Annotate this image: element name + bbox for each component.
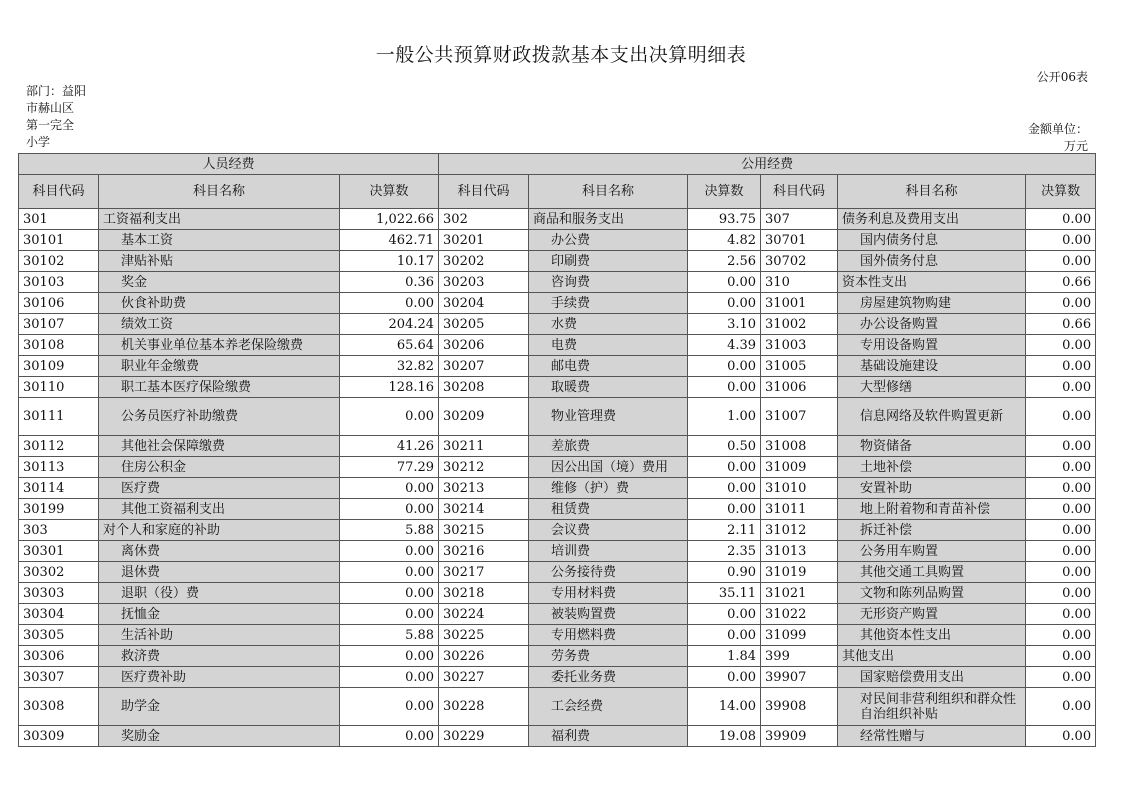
subject-code-cell: 30114 <box>19 478 99 499</box>
subject-name-cell: 医疗费补助 <box>99 667 340 688</box>
column-header: 科目名称 <box>838 175 1026 209</box>
subject-code-cell: 399 <box>761 646 838 667</box>
subject-code-cell: 30227 <box>439 667 529 688</box>
table-row <box>19 646 1096 667</box>
amount-cell: 93.75 <box>688 209 761 230</box>
table-row <box>19 583 1096 604</box>
amount-cell: 0.00 <box>688 356 761 377</box>
subject-name-cell: 维修（护）费 <box>529 478 688 499</box>
amount-cell: 0.00 <box>688 478 761 499</box>
subject-code-cell: 30304 <box>19 604 99 625</box>
subject-name-cell: 其他支出 <box>838 646 1026 667</box>
subject-code-cell: 30202 <box>439 251 529 272</box>
table-row <box>19 726 1096 747</box>
amount-cell: 19.08 <box>688 726 761 747</box>
unit-line: 万元 <box>1063 139 1088 153</box>
subject-name-cell: 对民间非营利组织和群众性自治组织补贴 <box>838 688 1026 726</box>
subject-name-cell: 资本性支出 <box>838 272 1026 293</box>
amount-cell: 0.00 <box>340 646 439 667</box>
amount-cell: 0.50 <box>688 436 761 457</box>
amount-cell: 0.00 <box>340 499 439 520</box>
subject-name-cell: 办公费 <box>529 230 688 251</box>
subject-code-cell: 30212 <box>439 457 529 478</box>
subject-code-cell: 307 <box>761 209 838 230</box>
amount-cell: 35.11 <box>688 583 761 604</box>
subject-code-cell: 30208 <box>439 377 529 398</box>
subject-name-cell: 津贴补贴 <box>99 251 340 272</box>
amount-cell: 0.00 <box>688 667 761 688</box>
amount-cell: 0.00 <box>1026 499 1096 520</box>
amount-cell: 462.71 <box>340 230 439 251</box>
subject-name-cell: 差旅费 <box>529 436 688 457</box>
amount-cell: 0.00 <box>340 398 439 436</box>
subject-name-cell: 救济费 <box>99 646 340 667</box>
subject-name-cell: 无形资产购置 <box>838 604 1026 625</box>
amount-cell: 0.00 <box>1026 726 1096 747</box>
subject-code-cell: 30217 <box>439 562 529 583</box>
subject-name-cell: 奖励金 <box>99 726 340 747</box>
department-line: 小学 <box>26 135 51 149</box>
table-row <box>19 541 1096 562</box>
column-header: 科目代码 <box>439 175 529 209</box>
subject-code-cell: 31007 <box>761 398 838 436</box>
subject-name-cell: 其他社会保障缴费 <box>99 436 340 457</box>
subject-code-cell: 31008 <box>761 436 838 457</box>
subject-name-cell: 退休费 <box>99 562 340 583</box>
amount-cell: 1.84 <box>688 646 761 667</box>
subject-code-cell: 30204 <box>439 293 529 314</box>
table-row <box>19 604 1096 625</box>
unit-line: 金额单位： <box>1027 122 1088 136</box>
subject-code-cell: 30102 <box>19 251 99 272</box>
subject-name-cell: 办公设备购置 <box>838 314 1026 335</box>
table-row <box>19 499 1096 520</box>
subject-name-cell: 会议费 <box>529 520 688 541</box>
subject-code-cell: 30207 <box>439 356 529 377</box>
subject-name-cell: 抚恤金 <box>99 604 340 625</box>
subject-code-cell: 30303 <box>19 583 99 604</box>
subject-code-cell: 31013 <box>761 541 838 562</box>
amount-cell: 0.90 <box>688 562 761 583</box>
table-row <box>19 625 1096 646</box>
subject-code-cell: 30301 <box>19 541 99 562</box>
subject-name-cell: 职业年金缴费 <box>99 356 340 377</box>
subject-code-cell: 31010 <box>761 478 838 499</box>
subject-code-cell: 30702 <box>761 251 838 272</box>
subject-name-cell: 机关事业单位基本养老保险缴费 <box>99 335 340 356</box>
subject-code-cell: 31009 <box>761 457 838 478</box>
amount-cell: 0.00 <box>688 499 761 520</box>
amount-cell: 204.24 <box>340 314 439 335</box>
group-header-personnel: 人员经费 <box>19 154 439 175</box>
amount-cell: 0.00 <box>688 625 761 646</box>
amount-cell: 0.00 <box>1026 667 1096 688</box>
subject-code-cell: 302 <box>439 209 529 230</box>
amount-cell: 0.00 <box>688 457 761 478</box>
subject-code-cell: 30101 <box>19 230 99 251</box>
column-header: 科目名称 <box>99 175 340 209</box>
amount-cell: 0.00 <box>1026 688 1096 726</box>
subject-name-cell: 培训费 <box>529 541 688 562</box>
table-row <box>19 209 1096 230</box>
subject-code-cell: 30215 <box>439 520 529 541</box>
expenditure-table <box>18 153 1096 747</box>
subject-name-cell: 国家赔偿费用支出 <box>838 667 1026 688</box>
table-row <box>19 688 1096 726</box>
subject-code-cell: 30216 <box>439 541 529 562</box>
subject-code-cell: 30306 <box>19 646 99 667</box>
amount-cell: 0.66 <box>1026 272 1096 293</box>
amount-cell: 5.88 <box>340 520 439 541</box>
subject-name-cell: 其他资本性支出 <box>838 625 1026 646</box>
amount-cell: 2.35 <box>688 541 761 562</box>
subject-name-cell: 助学金 <box>99 688 340 726</box>
subject-name-cell: 印刷费 <box>529 251 688 272</box>
table-row <box>19 230 1096 251</box>
subject-code-cell: 30205 <box>439 314 529 335</box>
amount-cell: 32.82 <box>340 356 439 377</box>
table-row <box>19 356 1096 377</box>
subject-code-cell: 30108 <box>19 335 99 356</box>
subject-name-cell: 取暖费 <box>529 377 688 398</box>
amount-cell: 2.11 <box>688 520 761 541</box>
subject-name-cell: 其他工资福利支出 <box>99 499 340 520</box>
subject-name-cell: 物资储备 <box>838 436 1026 457</box>
subject-code-cell: 30305 <box>19 625 99 646</box>
subject-name-cell: 安置补助 <box>838 478 1026 499</box>
amount-cell: 0.00 <box>688 293 761 314</box>
subject-code-cell: 30701 <box>761 230 838 251</box>
subject-code-cell: 30203 <box>439 272 529 293</box>
subject-code-cell: 30229 <box>439 726 529 747</box>
subject-name-cell: 专用燃料费 <box>529 625 688 646</box>
column-header: 科目代码 <box>19 175 99 209</box>
subject-name-cell: 工会经费 <box>529 688 688 726</box>
subject-code-cell: 31019 <box>761 562 838 583</box>
subject-code-cell: 30107 <box>19 314 99 335</box>
column-header: 决算数 <box>688 175 761 209</box>
subject-code-cell: 31002 <box>761 314 838 335</box>
table-row <box>19 562 1096 583</box>
column-header: 科目代码 <box>761 175 838 209</box>
amount-cell: 0.00 <box>1026 541 1096 562</box>
subject-name-cell: 商品和服务支出 <box>529 209 688 230</box>
subject-name-cell: 住房公积金 <box>99 457 340 478</box>
table-row <box>19 398 1096 436</box>
subject-code-cell: 30103 <box>19 272 99 293</box>
subject-code-cell: 39907 <box>761 667 838 688</box>
subject-name-cell: 福利费 <box>529 726 688 747</box>
subject-name-cell: 绩效工资 <box>99 314 340 335</box>
subject-name-cell: 债务利息及费用支出 <box>838 209 1026 230</box>
department-line: 市赫山区 <box>26 101 75 115</box>
amount-cell: 1,022.66 <box>340 209 439 230</box>
subject-code-cell: 30213 <box>439 478 529 499</box>
subject-code-cell: 31022 <box>761 604 838 625</box>
table-row <box>19 667 1096 688</box>
amount-cell: 0.00 <box>340 583 439 604</box>
amount-cell: 0.00 <box>1026 478 1096 499</box>
subject-name-cell: 邮电费 <box>529 356 688 377</box>
amount-cell: 128.16 <box>340 377 439 398</box>
amount-cell: 0.36 <box>340 272 439 293</box>
subject-name-cell: 电费 <box>529 335 688 356</box>
amount-cell: 0.00 <box>340 667 439 688</box>
column-header: 决算数 <box>340 175 439 209</box>
amount-cell: 0.00 <box>1026 356 1096 377</box>
subject-code-cell: 30226 <box>439 646 529 667</box>
subject-name-cell: 职工基本医疗保险缴费 <box>99 377 340 398</box>
subject-name-cell: 地上附着物和青苗补偿 <box>838 499 1026 520</box>
subject-code-cell: 30113 <box>19 457 99 478</box>
subject-code-cell: 30307 <box>19 667 99 688</box>
subject-code-cell: 30199 <box>19 499 99 520</box>
subject-name-cell: 拆迁补偿 <box>838 520 1026 541</box>
subject-name-cell: 咨询费 <box>529 272 688 293</box>
subject-name-cell: 基础设施建设 <box>838 356 1026 377</box>
amount-cell: 0.00 <box>340 541 439 562</box>
subject-name-cell: 土地补偿 <box>838 457 1026 478</box>
subject-name-cell: 大型修缮 <box>838 377 1026 398</box>
amount-cell: 2.56 <box>688 251 761 272</box>
amount-cell: 0.00 <box>1026 646 1096 667</box>
amount-cell: 0.00 <box>1026 520 1096 541</box>
subject-code-cell: 30302 <box>19 562 99 583</box>
amount-cell: 3.10 <box>688 314 761 335</box>
subject-code-cell: 31021 <box>761 583 838 604</box>
subject-name-cell: 生活补助 <box>99 625 340 646</box>
subject-name-cell: 医疗费 <box>99 478 340 499</box>
subject-code-cell: 31001 <box>761 293 838 314</box>
subject-code-cell: 30206 <box>439 335 529 356</box>
subject-code-cell: 303 <box>19 520 99 541</box>
department-line: 第一完全 <box>26 118 75 132</box>
subject-name-cell: 委托业务费 <box>529 667 688 688</box>
table-row <box>19 335 1096 356</box>
column-header: 决算数 <box>1026 175 1096 209</box>
table-row <box>19 520 1096 541</box>
amount-cell: 0.00 <box>688 272 761 293</box>
amount-cell: 0.00 <box>688 604 761 625</box>
subject-code-cell: 30218 <box>439 583 529 604</box>
amount-cell: 0.00 <box>340 293 439 314</box>
amount-cell: 0.00 <box>1026 583 1096 604</box>
subject-code-cell: 30111 <box>19 398 99 436</box>
amount-cell: 0.00 <box>1026 293 1096 314</box>
amount-cell: 0.00 <box>340 562 439 583</box>
amount-cell: 14.00 <box>688 688 761 726</box>
table-row <box>19 377 1096 398</box>
subject-code-cell: 310 <box>761 272 838 293</box>
group-header-public: 公用经费 <box>439 154 1096 175</box>
subject-name-cell: 经常性赠与 <box>838 726 1026 747</box>
subject-code-cell: 30112 <box>19 436 99 457</box>
subject-code-cell: 39909 <box>761 726 838 747</box>
subject-code-cell: 30106 <box>19 293 99 314</box>
subject-name-cell: 其他交通工具购置 <box>838 562 1026 583</box>
subject-code-cell: 301 <box>19 209 99 230</box>
subject-name-cell: 国内债务付息 <box>838 230 1026 251</box>
amount-cell: 0.00 <box>1026 625 1096 646</box>
page-title: 一般公共预算财政拨款基本支出决算明细表 <box>375 44 747 66</box>
subject-name-cell: 物业管理费 <box>529 398 688 436</box>
amount-cell: 0.00 <box>340 726 439 747</box>
subject-name-cell: 专用材料费 <box>529 583 688 604</box>
subject-name-cell: 水费 <box>529 314 688 335</box>
subject-name-cell: 公务员医疗补助缴费 <box>99 398 340 436</box>
table-row <box>19 293 1096 314</box>
amount-cell: 0.00 <box>1026 251 1096 272</box>
amount-cell: 0.66 <box>1026 314 1096 335</box>
amount-cell: 0.00 <box>340 688 439 726</box>
amount-cell: 4.82 <box>688 230 761 251</box>
department-label <box>26 83 86 151</box>
table-row <box>19 478 1096 499</box>
amount-cell: 41.26 <box>340 436 439 457</box>
amount-cell: 0.00 <box>340 478 439 499</box>
table-row <box>19 251 1096 272</box>
amount-cell: 1.00 <box>688 398 761 436</box>
subject-name-cell: 伙食补助费 <box>99 293 340 314</box>
amount-cell: 5.88 <box>340 625 439 646</box>
amount-cell: 0.00 <box>1026 398 1096 436</box>
table-row <box>19 314 1096 335</box>
amount-cell: 10.17 <box>340 251 439 272</box>
amount-cell: 0.00 <box>1026 436 1096 457</box>
subject-code-cell: 31006 <box>761 377 838 398</box>
subject-code-cell: 31003 <box>761 335 838 356</box>
amount-cell: 0.00 <box>340 604 439 625</box>
subject-code-cell: 30225 <box>439 625 529 646</box>
subject-code-cell: 39908 <box>761 688 838 726</box>
subject-name-cell: 信息网络及软件购置更新 <box>838 398 1026 436</box>
subject-name-cell: 对个人和家庭的补助 <box>99 520 340 541</box>
subject-name-cell: 基本工资 <box>99 230 340 251</box>
subject-code-cell: 30309 <box>19 726 99 747</box>
amount-cell: 0.00 <box>1026 335 1096 356</box>
subject-name-cell: 离休费 <box>99 541 340 562</box>
amount-cell: 0.00 <box>1026 230 1096 251</box>
subject-code-cell: 31099 <box>761 625 838 646</box>
subject-code-cell: 30224 <box>439 604 529 625</box>
subject-code-cell: 30109 <box>19 356 99 377</box>
amount-cell: 0.00 <box>1026 562 1096 583</box>
amount-cell: 0.00 <box>1026 377 1096 398</box>
subject-name-cell: 公务接待费 <box>529 562 688 583</box>
amount-cell: 0.00 <box>688 377 761 398</box>
subject-code-cell: 30308 <box>19 688 99 726</box>
subject-code-cell: 30211 <box>439 436 529 457</box>
subject-name-cell: 手续费 <box>529 293 688 314</box>
subject-name-cell: 国外债务付息 <box>838 251 1026 272</box>
subject-name-cell: 奖金 <box>99 272 340 293</box>
amount-cell: 77.29 <box>340 457 439 478</box>
amount-unit-label <box>1028 121 1088 155</box>
subject-code-cell: 30209 <box>439 398 529 436</box>
subject-code-cell: 30214 <box>439 499 529 520</box>
column-header: 科目名称 <box>529 175 688 209</box>
subject-name-cell: 文物和陈列品购置 <box>838 583 1026 604</box>
amount-cell: 0.00 <box>1026 604 1096 625</box>
subject-code-cell: 30228 <box>439 688 529 726</box>
subject-name-cell: 租赁费 <box>529 499 688 520</box>
subject-name-cell: 工资福利支出 <box>99 209 340 230</box>
subject-name-cell: 公务用车购置 <box>838 541 1026 562</box>
form-number: 公开06表 <box>1036 70 1088 84</box>
amount-cell: 4.39 <box>688 335 761 356</box>
subject-name-cell: 被装购置费 <box>529 604 688 625</box>
department-line: 部门：益阳 <box>26 84 87 98</box>
amount-cell: 0.00 <box>1026 209 1096 230</box>
amount-cell: 65.64 <box>340 335 439 356</box>
subject-code-cell: 30201 <box>439 230 529 251</box>
subject-name-cell: 劳务费 <box>529 646 688 667</box>
subject-name-cell: 房屋建筑物购建 <box>838 293 1026 314</box>
subject-name-cell: 专用设备购置 <box>838 335 1026 356</box>
subject-code-cell: 31011 <box>761 499 838 520</box>
table-row <box>19 436 1096 457</box>
subject-name-cell: 因公出国（境）费用 <box>529 457 688 478</box>
subject-code-cell: 31012 <box>761 520 838 541</box>
subject-code-cell: 31005 <box>761 356 838 377</box>
table-row <box>19 272 1096 293</box>
subject-name-cell: 退职（役）费 <box>99 583 340 604</box>
subject-code-cell: 30110 <box>19 377 99 398</box>
amount-cell: 0.00 <box>1026 457 1096 478</box>
table-row <box>19 457 1096 478</box>
